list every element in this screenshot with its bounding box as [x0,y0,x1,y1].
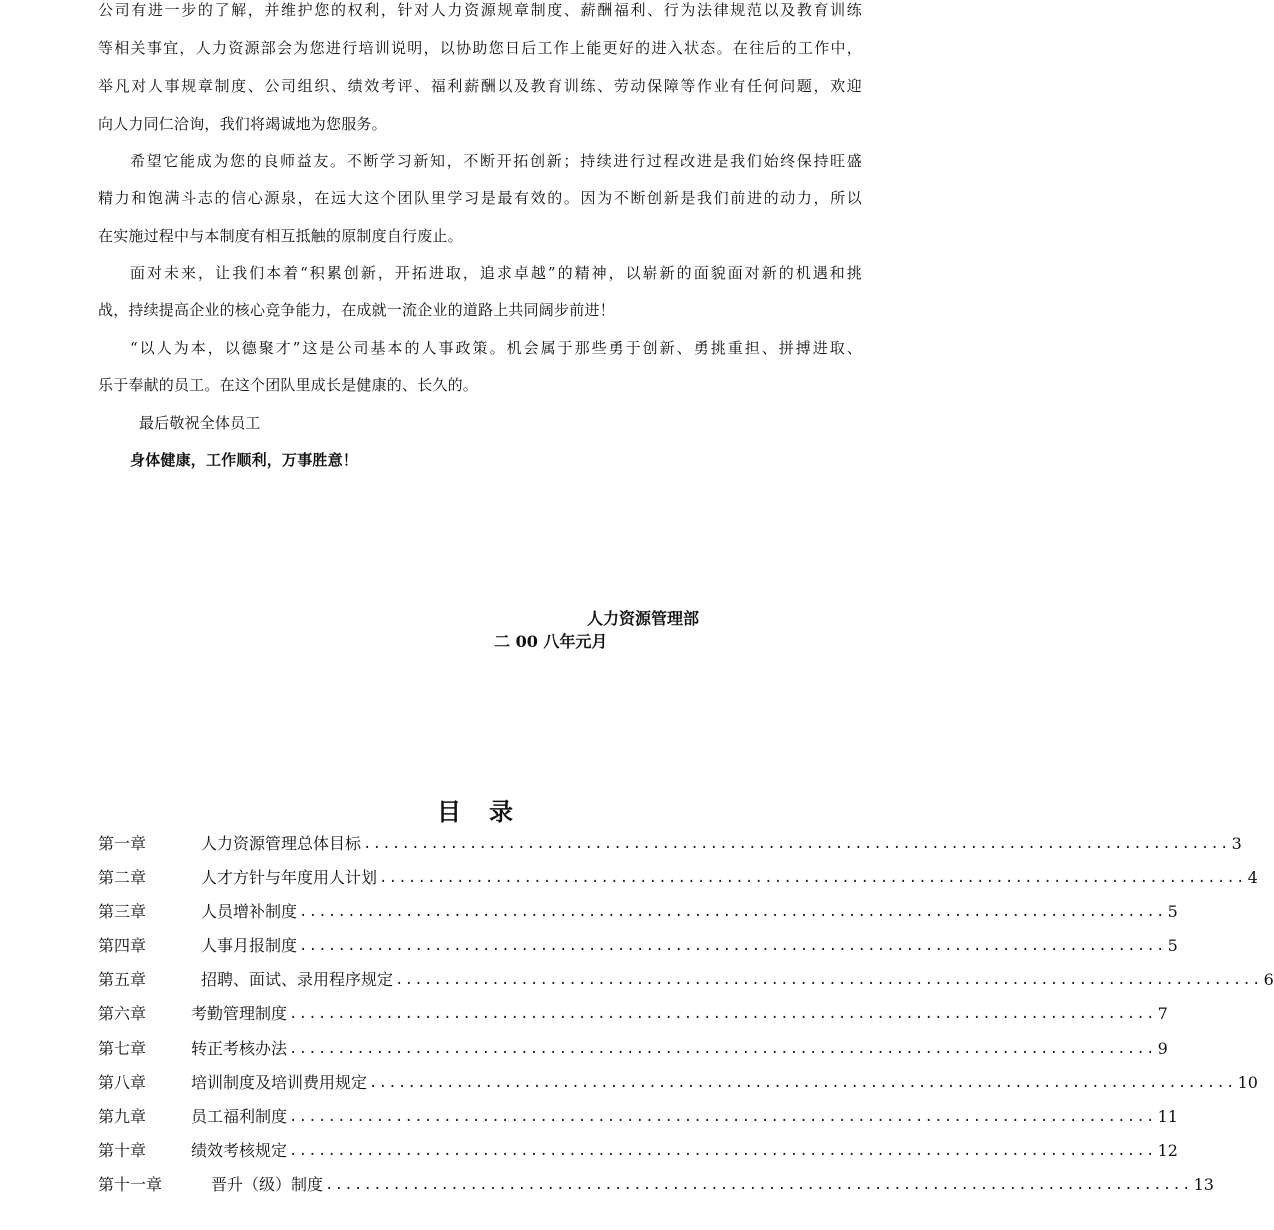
toc-chapter-title: 人力资源管理总体目标 [201,834,362,853]
toc-entry[interactable] [98,901,1178,923]
toc-chapter-number: 第六章 [98,1004,147,1023]
toc-chapter-title: 人员增补制度 [201,902,298,921]
toc-page-number: 5 [1167,902,1178,921]
toc-chapter-number: 第十一章 [98,1175,163,1194]
intro-line: 向人力同仁洽询，我们将竭诚地为您服务。 [98,115,387,133]
toc-entry[interactable] [98,1003,1168,1025]
toc-chapter-number: 第五章 [98,970,147,989]
toc-leader-dots: .......................................................................................... [289,1006,1156,1022]
intro-line: 希望它能成为您的良师益友。不断学习新知，不断开拓创新；持续进行过程改进是我们始终保持旺盛 [130,152,862,170]
toc-leader-dots: .......................................................................................... [325,1177,1192,1193]
intro-line: 等相关事宜，人力资源部会为您进行培训说明，以协助您日后工作上能更好的进入状态。在往后的工作中， [98,39,862,57]
toc-page-number: 5 [1167,936,1178,955]
toc-entry[interactable] [98,867,1258,889]
toc-page-number: 9 [1157,1039,1168,1058]
toc-entry[interactable] [98,1038,1168,1060]
toc-page-number: 6 [1263,970,1274,989]
toc-chapter-number: 第七章 [98,1039,147,1058]
signature-date: 二 00 八年元月 [494,632,608,651]
toc-chapter-number: 第三章 [98,902,147,921]
toc-entry[interactable] [98,1140,1178,1162]
toc-title: 目录 [437,797,541,826]
intro-line: 乐于奉献的员工。在这个团队里成长是健康的、长久的。 [98,376,479,394]
toc-entry[interactable] [98,935,1178,957]
toc-entry[interactable] [98,1174,1214,1196]
toc-chapter-title: 转正考核办法 [191,1039,288,1058]
intro-line: “以人为本，以德聚才”这是公司基本的人事政策。机会属于那些勇于创新、勇挑重担、拼搏进取、 [130,339,862,357]
toc-leader-dots: .......................................................................................... [299,904,1166,920]
intro-line: 在实施过程中与本制度有相互抵触的原制度自行废止。 [98,227,463,245]
toc-chapter-title: 培训制度及培训费用规定 [191,1073,368,1092]
toc-page-number: 4 [1247,868,1258,887]
toc-chapter-title: 员工福利制度 [191,1107,288,1126]
intro-line: 战，持续提高企业的核心竞争能力，在成就一流企业的道路上共同阔步前进！ [98,301,615,319]
toc-chapter-title: 考勤管理制度 [191,1004,288,1023]
intro-line: 公司有进一步的了解，并维护您的权利，针对人力资源规章制度、薪酬福利、行为法律规范以及教育训练 [98,1,862,19]
intro-line: 面对未来，让我们本着“积累创新，开拓进取，追求卓越”的精神，以崭新的面貌面对新的机遇和挑 [130,264,862,282]
toc-entry[interactable] [98,1106,1178,1128]
toc-chapter-number: 第九章 [98,1107,147,1126]
toc-page-number: 11 [1157,1107,1178,1126]
signature-department: 人力资源管理部 [587,609,700,628]
toc-chapter-title: 人才方针与年度用人计划 [201,868,378,887]
toc-entry[interactable] [98,969,1274,991]
closing-greeting: 最后敬祝全体员工 [139,414,261,432]
toc-leader-dots: .......................................................................................... [289,1041,1156,1057]
toc-entry[interactable] [98,1072,1258,1094]
toc-chapter-title: 绩效考核规定 [191,1141,288,1160]
toc-chapter-number: 第八章 [98,1073,147,1092]
intro-line: 精力和饱满斗志的信心源泉，在远大这个团队里学习是最有效的。因为不断创新是我们前进的动力，所以 [98,189,862,207]
toc-leader-dots: .......................................................................................... [379,870,1246,886]
toc-page-number: 10 [1237,1073,1258,1092]
toc-chapter-number: 第十章 [98,1141,147,1160]
toc-page-number: 13 [1193,1175,1214,1194]
toc-chapter-number: 第四章 [98,936,147,955]
toc-page-number: 3 [1231,834,1242,853]
toc-page-number: 7 [1157,1004,1168,1023]
intro-line: 举凡对人事规章制度、公司组织、绩效考评、福利薪酬以及教育训练、劳动保障等作业有任何问题，欢迎 [98,77,862,95]
toc-chapter-title: 人事月报制度 [201,936,298,955]
toc-leader-dots: .......................................................................................... [363,836,1230,852]
toc-chapter-number: 第一章 [98,834,147,853]
closing-wish: 身体健康，工作顺利，万事胜意！ [130,451,359,469]
toc-chapter-title: 招聘、面试、录用程序规定 [201,970,394,989]
toc-leader-dots: .......................................................................................... [289,1109,1156,1125]
toc-chapter-title: 晋升（级）制度 [211,1175,324,1194]
toc-leader-dots: .......................................................................................... [369,1075,1236,1091]
toc-chapter-number: 第二章 [98,868,147,887]
toc-leader-dots: .......................................................................................... [299,938,1166,954]
toc-leader-dots: .......................................................................................... [395,972,1262,988]
toc-leader-dots: .......................................................................................... [289,1143,1156,1159]
toc-entry[interactable] [98,833,1242,855]
toc-page-number: 12 [1157,1141,1178,1160]
